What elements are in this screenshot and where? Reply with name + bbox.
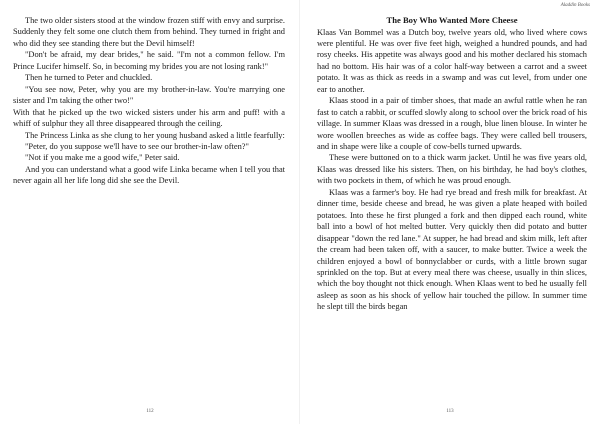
- paragraph: Klaas Van Bommel was a Dutch boy, twelve years old, who lived where cows were plentiful. He was over five feet high, weighed a hundred pounds, and had rosy cheeks. His appetite was always good and his mother declared his stomach had no bottom. His hair was of a color half-way between a carrot and a sweet potato. It was as thick as reeds in a swamp and was cut level, from under one ear to another.: [317, 27, 587, 94]
- paragraph: Klaas stood in a pair of timber shoes, that made an awful rattle when he ran fast to catch a rabbit, or scuffed slowly along to school over the brick road of his village. In summer Klaas was dressed in a rough, blue linen blouse. In winter he wore woollen breeches as wide as coffee bags. They were called bell trousers, and in shape were like a couple of cow-bells turned upwards.: [317, 96, 587, 152]
- right-page: [300, 0, 600, 424]
- paragraph: "Peter, do you suppose we'll have to see our brother-in-law often?": [25, 141, 249, 151]
- page-number: 112: [146, 409, 154, 414]
- paragraph: Then he turned to Peter and chuckled.: [25, 73, 153, 83]
- page-number: 113: [446, 409, 454, 414]
- paragraph: The two older sisters stood at the window frozen stiff with envy and surprise. Suddenly they felt some one clutch them from behind. They turned in fright and who did they see standing there but the Devil himself!: [13, 16, 285, 48]
- paragraph: "You see now, Peter, why you are my brother-in-law. You're marrying one sister and I'm taking the other two!": [13, 84, 285, 106]
- paragraph: "Not if you make me a good wife," Peter said.: [25, 153, 180, 163]
- paragraph: And you can understand what a good wife Linka became when I tell you that never again all her life long did she see the Devil.: [13, 164, 285, 186]
- left-page-text: [13, 15, 285, 187]
- paragraph: The Princess Linka as she clung to her young husband asked a little fearfully:: [25, 130, 285, 140]
- paragraph: "Don't be afraid, my dear brides," he said. "I'm not a common fellow. I'm Prince Lucifer himself. So, in becoming my brides you are not losing rank!": [13, 50, 285, 71]
- story-title: The Boy Who Wanted More Cheese: [386, 15, 518, 25]
- right-page-text: [317, 15, 587, 313]
- paragraph: These were buttoned on to a thick warm jacket. Until he was five years old, Klaas was dressed like his sisters. Then, on his birthday, he had boy's clothes, with two pockets in them, of which he was proud enough.: [317, 153, 587, 186]
- paragraph: With that he picked up the two wicked sisters under his arm and puff! with a whiff of sulphur they all three disappeared through the ceiling.: [13, 107, 285, 129]
- paragraph: Klaas was a farmer's boy. He had rye bread and fresh milk for breakfast. At dinner time, beside cheese and bread, he was given a plate heaped with boiled potatoes. Into these he first plunged a fork and then dipped each round, white ball into a bowl of hot melted butter. Very quickly then did potato and butter disappear "down the red lane." At supper, he had bread and skim milk, left after the cream had been taken off, with a saucer, to make butter. Twice a week the children enjoyed a bowl of bonnyclabber or curds, with a little brown sugar sprinkled on the top. But at every meal there was cheese, usually in thin slices, which the boy thought not thick enough. When Klaas went to bed he usually fell asleep as soon as his shock of yellow hair touched the pillow. In summer time he slept till the birds began: [317, 187, 587, 312]
- running-head: Aladdin Books: [560, 3, 590, 8]
